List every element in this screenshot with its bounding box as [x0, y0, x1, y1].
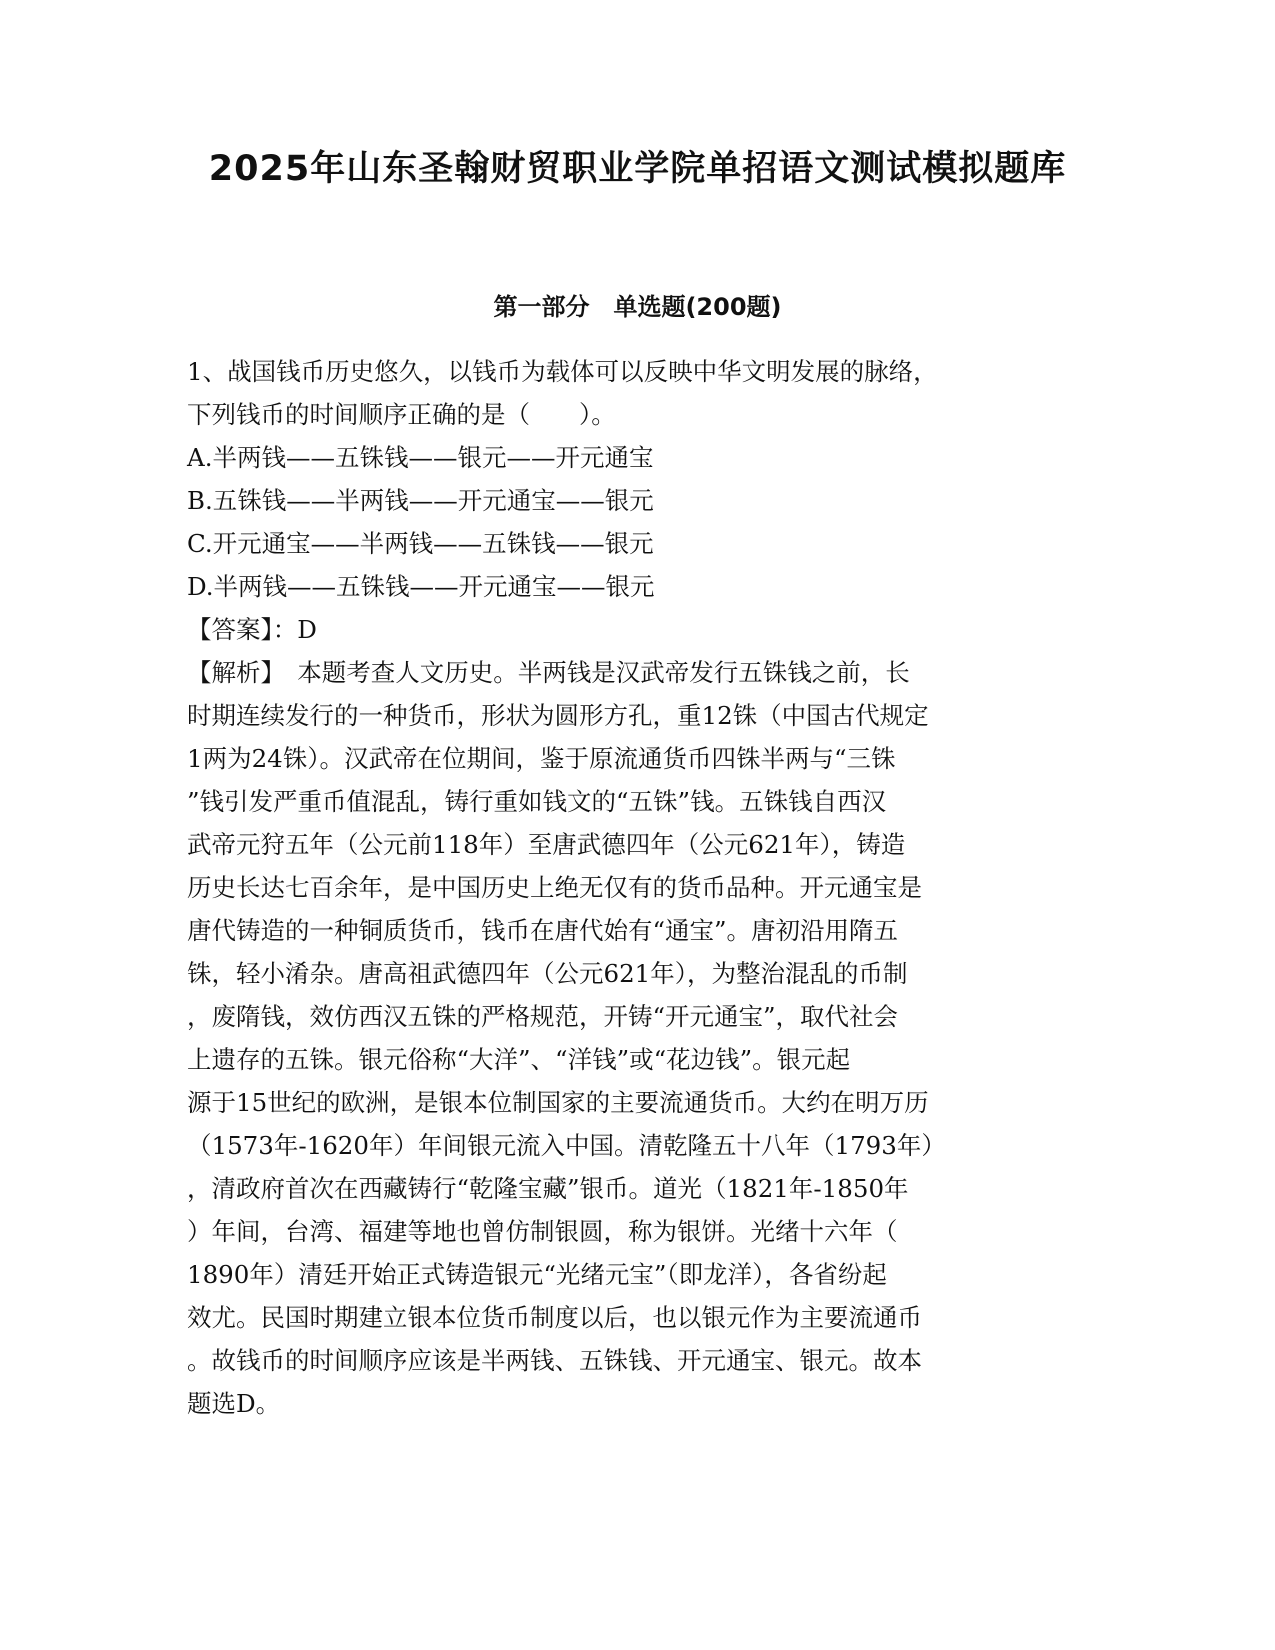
analysis-line: （1573年-1620年）年间银元流入中国。清乾隆五十八年（1793年） [187, 1131, 946, 1160]
analysis-line: 1890年）清廷开始正式铸造银元“光绪元宝”（即龙洋），各省纷起 [187, 1260, 887, 1289]
analysis-line: 1两为24铢）。汉武帝在位期间，鉴于原流通货币四铢半两与“三铢 [187, 744, 896, 773]
question-stem-line: 1、战国钱币历史悠久，以钱币为载体可以反映中华文明发展的脉络， [187, 357, 938, 386]
analysis-line: ，废隋钱，效仿西汉五铢的严格规范，开铸“开元通宝”，取代社会 [187, 1002, 899, 1031]
analysis-line: ”钱引发严重币值混乱，铸行重如钱文的“五铢”钱。五铢钱自西汉 [187, 787, 887, 816]
option-c: C.开元通宝——半两钱——五铢钱——银元 [187, 529, 654, 558]
analysis-line: 源于15世纪的欧洲，是银本位制国家的主要流通货币。大约在明万历 [187, 1088, 929, 1117]
answer-line: 【答案】：D [187, 615, 317, 644]
analysis-line: 武帝元狩五年（公元前118年）至唐武德四年（公元621年），铸造 [187, 830, 906, 859]
analysis-line: 上遗存的五铢。银元俗称“大洋”、“洋钱”或“花边钱”。银元起 [187, 1045, 851, 1074]
option-d: D.半两钱——五铢钱——开元通宝——银元 [187, 572, 655, 601]
question-block [187, 350, 1087, 1425]
analysis-line: 历史长达七百余年，是中国历史上绝无仅有的货币品种。开元通宝是 [187, 873, 922, 902]
analysis-line: 【解析】 本题考查人文历史。半两钱是汉武帝发行五铢钱之前，长 [187, 658, 910, 687]
analysis-line: 唐代铸造的一种铜质货币，钱币在唐代始有“通宝”。唐初沿用隋五 [187, 916, 899, 945]
option-a: A.半两钱——五铢钱——银元——开元通宝 [187, 443, 654, 472]
document-title: 2025年山东圣翰财贸职业学院单招语文测试模拟题库 [208, 149, 1067, 189]
analysis-line: ）年间，台湾、福建等地也曾仿制银圆，称为银饼。光绪十六年（ [187, 1217, 898, 1246]
analysis-line: 铢，轻小淆杂。唐高祖武德四年（公元621年），为整治混乱的币制 [187, 959, 908, 988]
analysis-line: 。故钱币的时间顺序应该是半两钱、五铢钱、开元通宝、银元。故本 [187, 1346, 922, 1375]
option-b: B.五铢钱——半两钱——开元通宝——银元 [187, 486, 654, 515]
analysis-line: 时期连续发行的一种货币，形状为圆形方孔，重12铢（中国古代规定 [187, 701, 929, 730]
section-heading: 第一部分 单选题(200题) [493, 293, 782, 321]
analysis-line: ，清政府首次在西藏铸行“乾隆宝藏”银币。道光（1821年-1850年 [187, 1174, 909, 1203]
question-stem-line: 下列钱币的时间顺序正确的是（ ）。 [187, 400, 616, 429]
analysis-line: 题选D。 [187, 1389, 281, 1418]
analysis-line: 效尤。民国时期建立银本位货币制度以后，也以银元作为主要流通币 [187, 1303, 922, 1332]
